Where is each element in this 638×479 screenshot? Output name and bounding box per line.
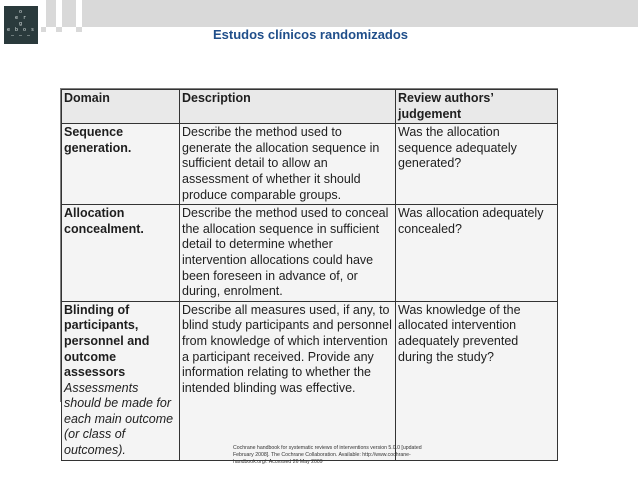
table-row	[62, 124, 558, 205]
table-header-row	[62, 90, 558, 124]
domain-cell	[62, 124, 180, 205]
domain-cell	[62, 205, 180, 302]
header-decoration-square	[76, 27, 82, 32]
logo-text-4: e b o s	[6, 27, 36, 33]
header-decoration-bar	[82, 0, 638, 27]
description-cell: Describe all measures used, if any, to blind study participants and personnel from knowledge of which intervention a participant received. Provide any information relating to whether the intended blinding was effective.	[180, 301, 396, 460]
description-cell: Describe the method used to conceal the allocation sequence in sufficient detail to determine whether intervention allocations could have been foreseen in advance of, or during, enrolment.	[180, 205, 396, 302]
page-title: Estudos clínicos randomizados	[213, 27, 409, 42]
judgement-cell: Was allocation adequately concealed?	[396, 205, 558, 302]
domain-label: Allocation concealment.	[64, 206, 144, 236]
logo-text-3: g	[18, 21, 23, 27]
header-decoration-bar	[46, 0, 56, 27]
domain-label: Sequence generation.	[64, 125, 132, 155]
table-row	[62, 301, 558, 460]
logo-text-5: — — —	[10, 33, 32, 39]
header-decoration-bar	[62, 0, 76, 27]
citation-footer: Cochrane handbook for systematic reviews of interventions version 5.0.0 [updated February 2008]. The Cochrane Collaboration. Available: http://www.cochrane-handbook.org/. Accessed 26 May 2009	[233, 445, 422, 466]
header-decoration-square	[41, 27, 46, 32]
domain-note: Assessments should be made for each main outcome (or class of outcomes).	[64, 380, 174, 458]
domain-label: Blinding of participants, personnel and outcome assessors	[64, 302, 150, 380]
column-header-description: Description	[180, 90, 396, 124]
logo	[4, 6, 38, 44]
table-row	[62, 205, 558, 302]
risk-of-bias-table	[61, 89, 558, 461]
column-header-judgement: Review authors’ judgement	[396, 90, 558, 124]
header-decoration-square	[56, 27, 62, 32]
logo-text-1: o	[18, 9, 23, 15]
judgement-cell: Was knowledge of the allocated intervention adequately prevented during the study?	[396, 301, 558, 460]
description-cell: Describe the method used to generate the allocation sequence in sufficient detail to allow an assessment of whether it should produce comparable groups.	[180, 124, 396, 205]
column-header-domain: Domain	[62, 90, 180, 124]
domain-cell	[62, 301, 180, 460]
judgement-cell: Was the allocation sequence adequately generated?	[396, 124, 558, 205]
logo-text-2: e r	[14, 15, 28, 21]
